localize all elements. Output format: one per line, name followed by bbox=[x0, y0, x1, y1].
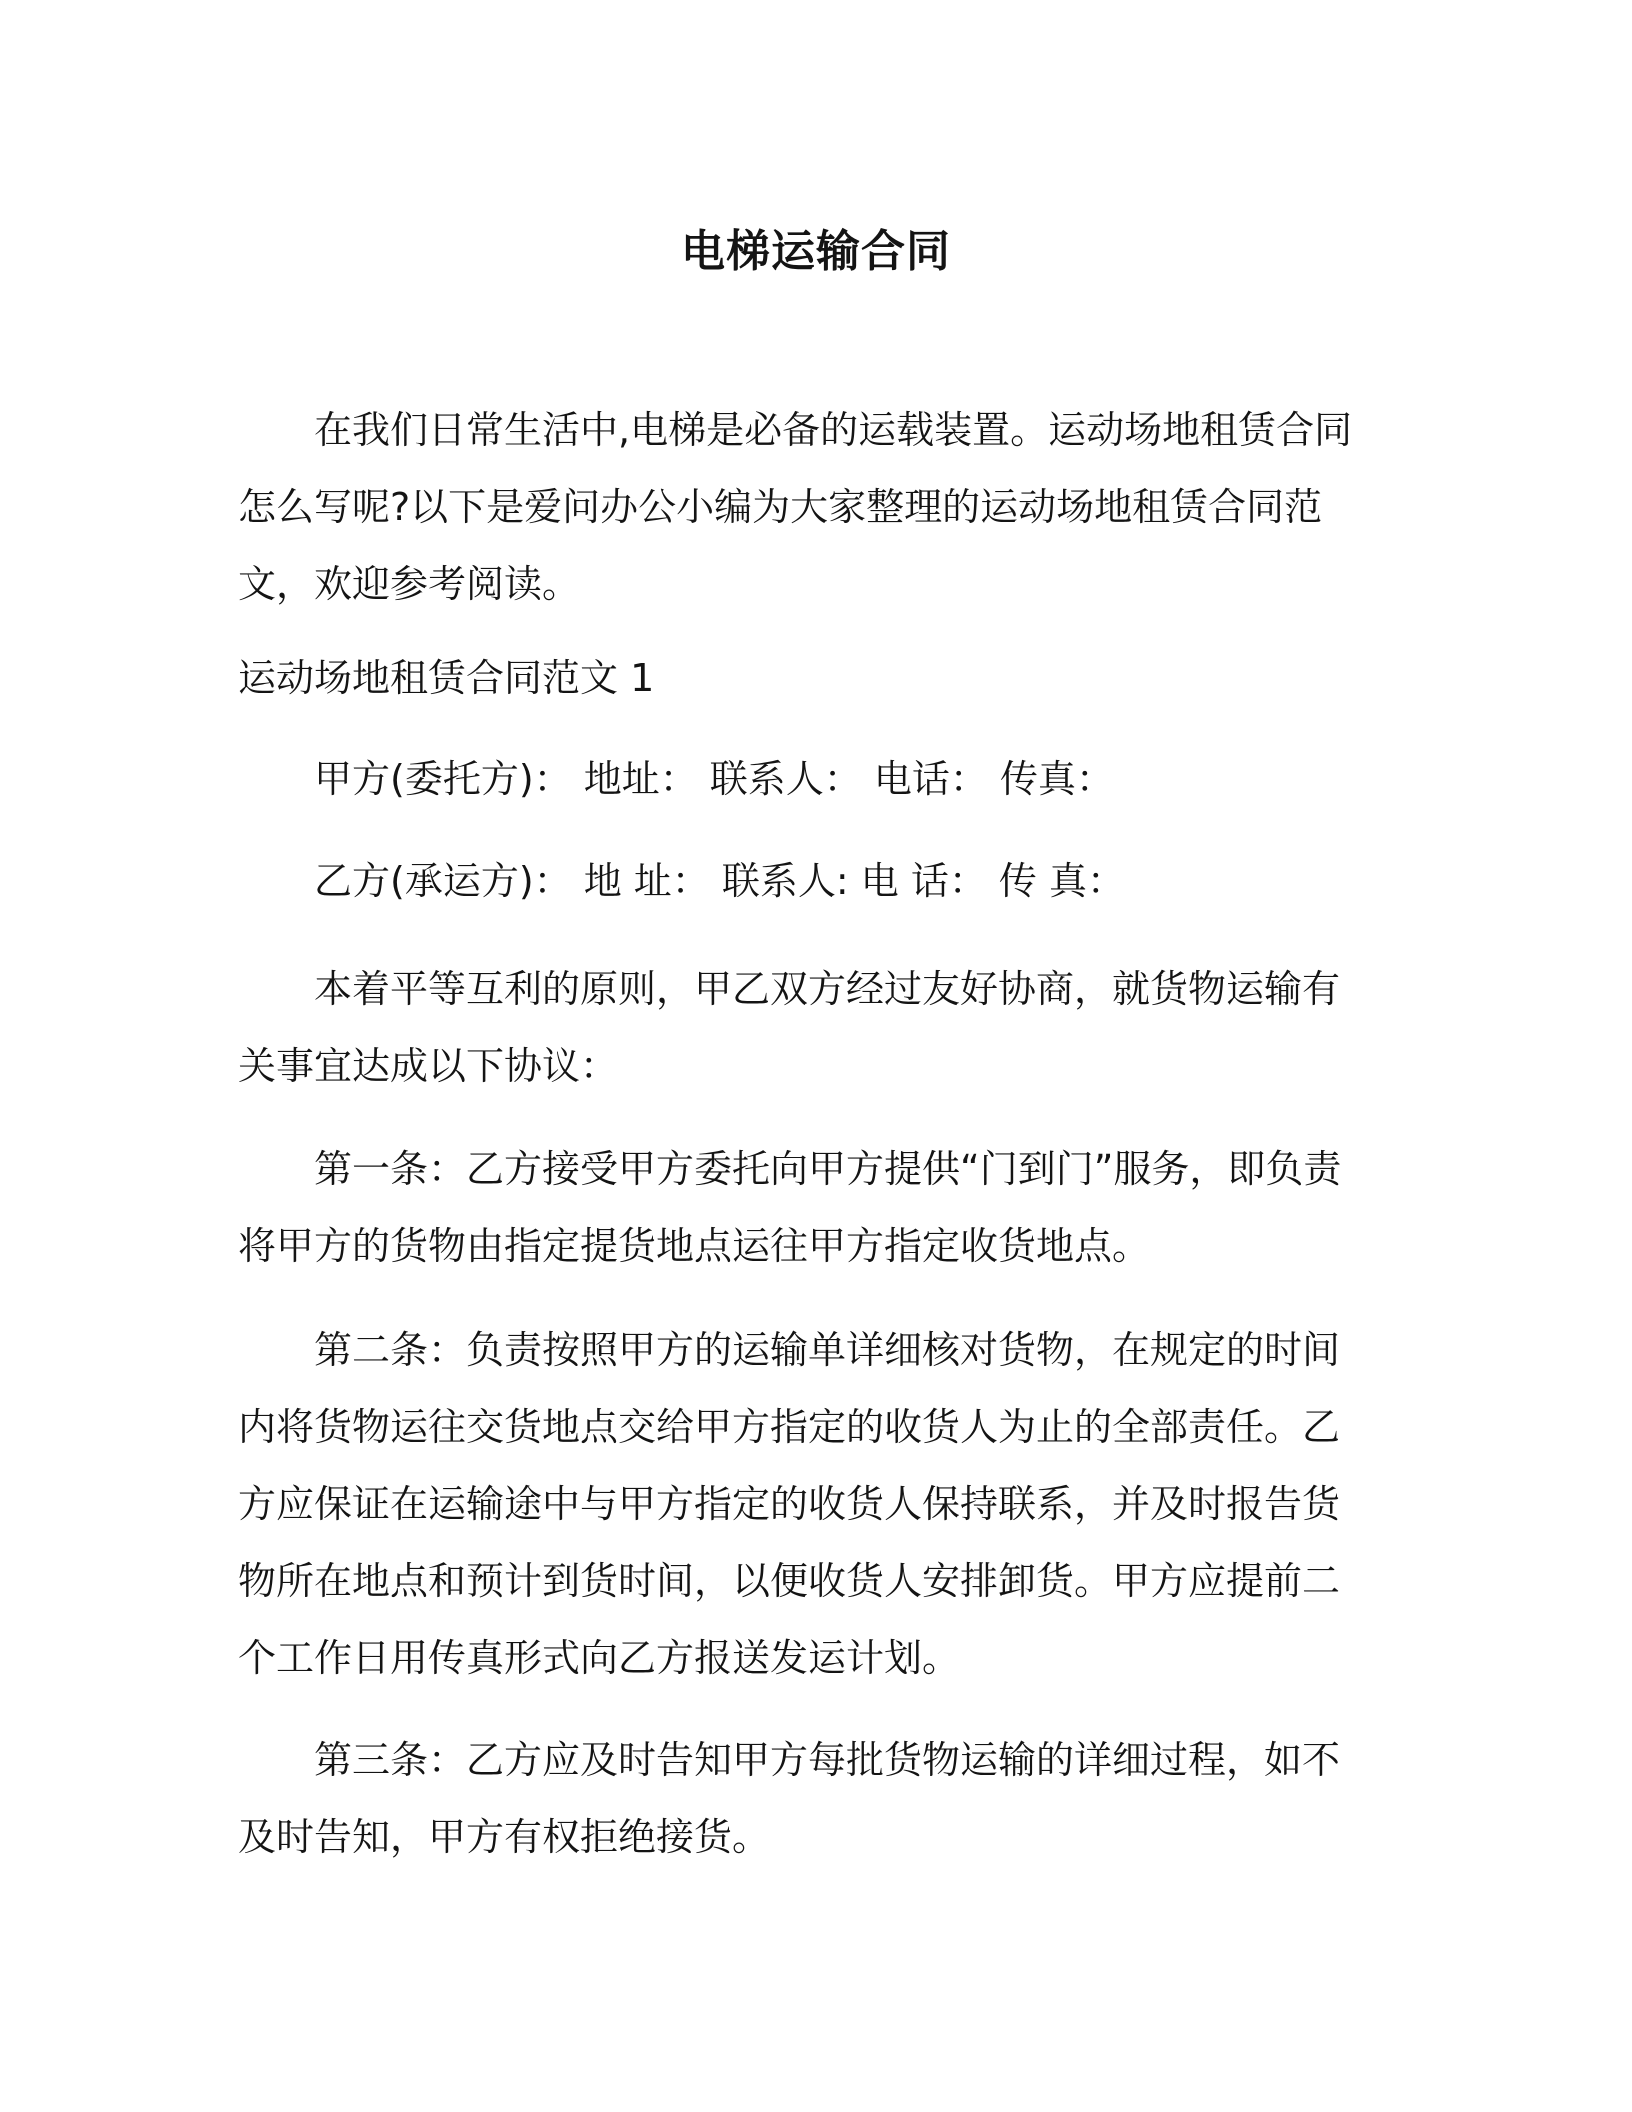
article-3-paragraph: 第三条：乙方应及时告知甲方每批货物运输的详细过程，如不及时告知，甲方有权拒绝接货。 bbox=[238, 1738, 1341, 1859]
article-2-paragraph: 第二条：负责按照甲方的运输单详细核对货物，在规定的时间内将货物运往交货地点交给甲方指定的收货人为止的全部责任。乙方应保证在运输途中与甲方指定的收货人保持联系，并及时报告货物所在地点和预计到货时间，以便收货人安排卸货。甲方应提前二个工作日用传真形式向乙方报送发运计划。 bbox=[238, 1328, 1341, 1680]
preamble-paragraph: 本着平等互利的原则，甲乙双方经过友好协商，就货物运输有关事宜达成以下协议： bbox=[238, 967, 1341, 1088]
intro-paragraph: 在我们日常生活中,电梯是必备的运载装置。运动场地租赁合同怎么写呢?以下是爱问办公小编为大家整理的运动场地租赁合同范文，欢迎参考阅读。 bbox=[238, 408, 1353, 606]
article-1-paragraph: 第一条：乙方接受甲方委托向甲方提供“门到门”服务，即负责将甲方的货物由指定提货地点运往甲方指定收货地点。 bbox=[238, 1147, 1342, 1268]
party-b-line: 乙方(承运方)： 地 址： 联系人: 电 话： 传 真： bbox=[314, 859, 1126, 903]
document-title: 电梯运输合同 bbox=[681, 226, 951, 277]
section-heading: 运动场地租赁合同范文 1 bbox=[238, 656, 655, 700]
party-a-line: 甲方(委托方)： 地址： 联系人： 电话： 传真： bbox=[314, 757, 1114, 801]
